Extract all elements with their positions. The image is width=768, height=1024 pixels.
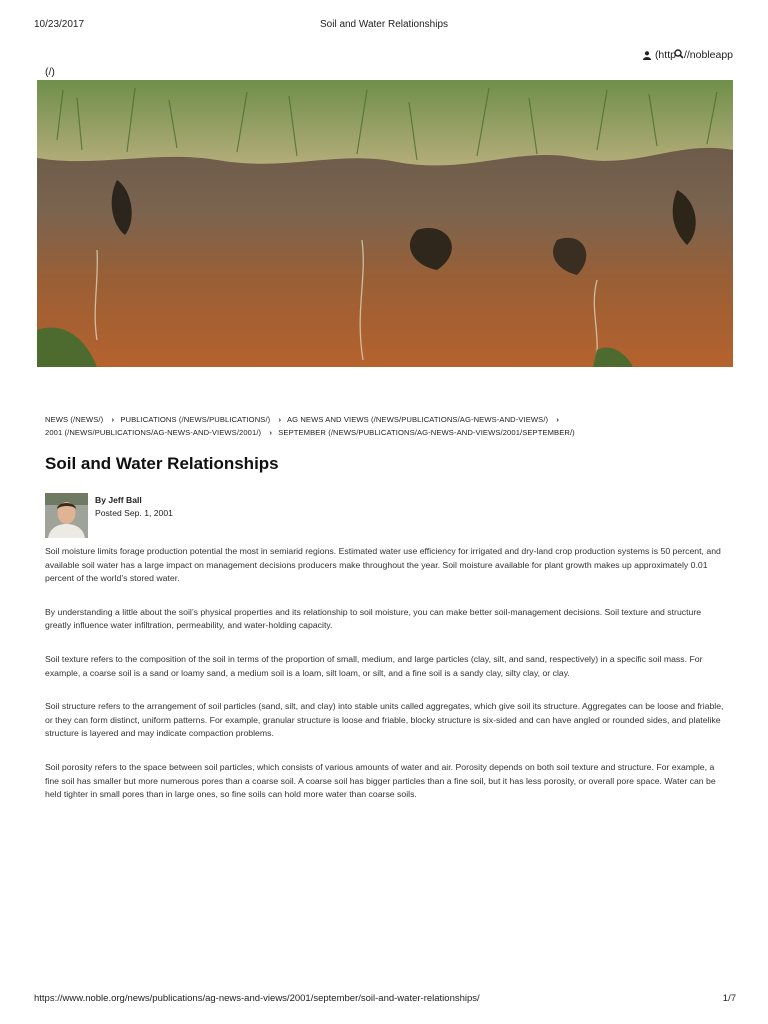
print-url: https://www.noble.org/news/publications/ag-news-and-views/2001/september/soil-and-water-relationships/ (34, 993, 480, 1004)
print-title: Soil and Water Relationships (319, 19, 449, 30)
user-icon[interactable] (643, 51, 651, 60)
author-block (45, 493, 173, 538)
chevron-right-icon: › (111, 415, 115, 424)
breadcrumb-september[interactable]: SEPTEMBER (/NEWS/PUBLICATIONS/AG-NEWS-AND-VIEWS/2001/SEPTEMBER/) (278, 428, 575, 437)
author-name: By Jeff Ball (95, 495, 142, 505)
site-link[interactable]: //nobleapp (683, 49, 733, 61)
chevron-right-icon: › (556, 415, 560, 424)
page-number: 1/7 (722, 993, 736, 1004)
article-paragraph: Soil porosity refers to the space between soil particles, which consists of various amounts of water and air. Porosity depends on both soil texture and structure. For example, a fine soil has smaller but more numerous pores than a coarse soil. A coarse soil has bigger particles than a fine soil, but it has less porosity, or overall pore space. Water can be held tighter in small pores than in large ones, so fine soils can hold more water than coarse soils. (45, 761, 716, 800)
breadcrumb (45, 413, 725, 439)
hero-image (37, 80, 733, 367)
soil-profile-image (37, 80, 733, 367)
article-body (45, 545, 727, 822)
article-title: Soil and Water Relationships (45, 454, 279, 473)
top-nav (643, 49, 733, 61)
avatar (45, 493, 88, 538)
article-paragraph: Soil structure refers to the arrangement of soil particles (sand, silt, and clay) into stable units called aggregates, which give soil its structure. Aggregates can be loose and friable, or they can form distinct, uniform patterns. For example, granular structure is loose and friable, blocky structure is six-sided and can have angled or rounded sides, and platelike structure is layered and may indicate compaction problems. (45, 701, 724, 739)
breadcrumb-2001[interactable]: 2001 (/NEWS/PUBLICATIONS/AG-NEWS-AND-VIEWS/2001/) (45, 428, 262, 437)
article-paragraph: Soil texture refers to the composition of the soil in terms of the proportion of small, medium, and large particles (clay, silt, and sand, respectively) in a specific soil mass. For example, a coarse soil is a sand or loamy sand, a medium soil is a loam, silt loam, or silt, and a fine soil is a sandy clay, silty clay, or clay. (45, 653, 703, 678)
breadcrumb-news[interactable]: NEWS (/NEWS/) (45, 415, 104, 424)
chevron-right-icon: › (278, 415, 282, 424)
breadcrumb-ag-news-and-views[interactable]: AG NEWS AND VIEWS (/NEWS/PUBLICATIONS/AG-NEWS-AND-VIEWS/) (286, 415, 549, 424)
chevron-right-icon: › (269, 428, 273, 437)
print-date: 10/23/2017 (34, 19, 85, 30)
breadcrumb-publications[interactable]: PUBLICATIONS (/NEWS/PUBLICATIONS/) (120, 415, 271, 424)
article-paragraph: By understanding a little about the soil’s physical properties and its relationship to soil moisture, you can make better soil-management decisions. Soil texture and structure greatly influence water infiltration, permeability, and water-holding capacity. (45, 606, 702, 631)
home-link[interactable]: (/) (45, 66, 55, 78)
posted-date: Posted Sep. 1, 2001 (95, 507, 173, 518)
article-paragraph: Soil moisture limits forage production potential the most in semiarid regions. Estimated water use efficiency for irrigated and dry-land crop production systems is 50 percent, and available soil water has a large impact on management decisions producers make throughout the year. Soil moisture available for plant growth makes up approximately 0.01 percent of the world’s stored water. (45, 546, 721, 584)
user-link[interactable]: (http (654, 49, 676, 61)
search-icon[interactable] (674, 49, 684, 59)
